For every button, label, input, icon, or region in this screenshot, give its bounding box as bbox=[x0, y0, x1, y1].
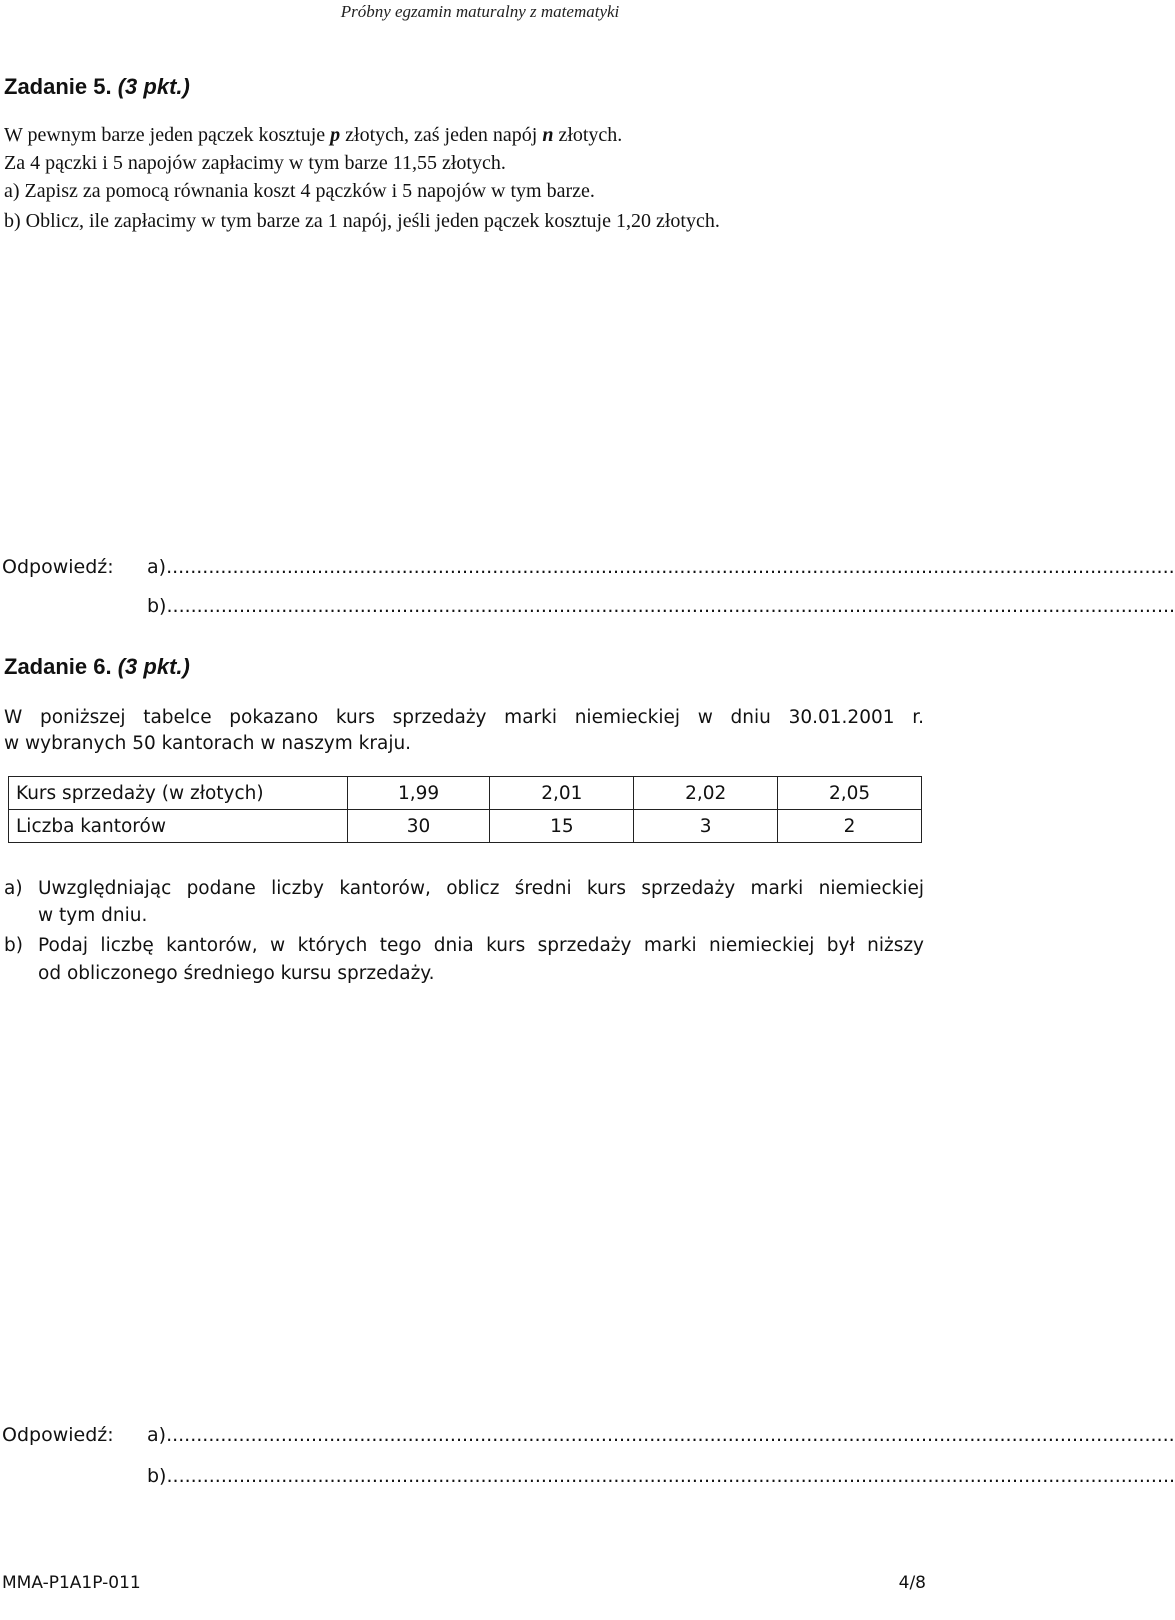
task-6-answer-label: Odpowiedź: bbox=[2, 1424, 114, 1446]
answer-a-dots: ....................................................................................................................................................................... bbox=[166, 1424, 1175, 1446]
table-cell: 2,02 bbox=[634, 777, 778, 810]
table-cell: 30 bbox=[347, 810, 490, 843]
answer-a-marker: a) bbox=[147, 556, 167, 578]
table-cell: 3 bbox=[634, 810, 778, 843]
table-cell: 2,05 bbox=[778, 777, 922, 810]
task-6-item-b-line-2: od obliczonego średniego kursu sprzedaży. bbox=[38, 963, 435, 984]
task-6-item-a-line-2: w tym dniu. bbox=[38, 905, 148, 926]
variable-n: n bbox=[542, 124, 554, 146]
task-5-item-b: b) Oblicz, ile zapłacimy w tym barze za 1 napój, jeśli jeden pączek kosztuje 1,20 złotych. bbox=[4, 210, 720, 232]
task-6-answer-a bbox=[147, 1424, 1175, 1446]
task-5-line-1 bbox=[4, 121, 622, 149]
answer-a-dots: ....................................................................................................................................................................... bbox=[166, 556, 1175, 578]
task-5-title bbox=[4, 74, 190, 100]
document-code: MMA-P1A1P-011 bbox=[2, 1573, 141, 1593]
answer-a-marker: a) bbox=[147, 1424, 167, 1446]
task-6-title bbox=[4, 654, 190, 680]
table-row-label: Liczba kantorów bbox=[9, 810, 348, 843]
task-6-intro-line-1: W poniższej tabelce pokazano kurs sprzedaży marki niemieckiej w dniu 30.01.2001 r. bbox=[4, 707, 924, 728]
task-6-points: (3 pkt.) bbox=[117, 654, 190, 679]
task-5-line-1-mid: złotych, zaś jeden napój bbox=[340, 124, 543, 146]
table-row-label: Kurs sprzedaży (w złotych) bbox=[9, 777, 348, 810]
table-cell: 2 bbox=[778, 810, 922, 843]
task-5-item-a: a) Zapisz za pomocą równania koszt 4 pączków i 5 napojów w tym barze. bbox=[4, 180, 595, 202]
task-6-item-b-line-1: Podaj liczbę kantorów, w których tego dnia kurs sprzedaży marki niemieckiej był niższy bbox=[38, 935, 924, 956]
table-cell: 2,01 bbox=[490, 777, 634, 810]
task-6-item-a-line-1: Uwzględniając podane liczby kantorów, oblicz średni kurs sprzedaży marki niemieckiej bbox=[38, 878, 924, 899]
task-6-answer-b bbox=[147, 1465, 1175, 1487]
page-header: Próbny egzamin maturalny z matematyki bbox=[340, 2, 620, 21]
task-6-intro-line-2: w wybranych 50 kantorach w naszym kraju. bbox=[4, 733, 412, 754]
task-6-number: Zadanie 6. bbox=[4, 654, 112, 679]
table-cell: 15 bbox=[490, 810, 634, 843]
task-6-item-a-marker: a) bbox=[4, 878, 23, 899]
task-5-number: Zadanie 5. bbox=[4, 74, 112, 99]
exchange-rate-table bbox=[8, 776, 922, 843]
task-6-item-b-marker: b) bbox=[4, 935, 23, 956]
task-5-points: (3 pkt.) bbox=[117, 74, 190, 99]
variable-p: p bbox=[330, 124, 341, 146]
task-5-answer-label: Odpowiedź: bbox=[2, 556, 114, 578]
answer-b-dots: ....................................................................................................................................................................... bbox=[166, 595, 1175, 617]
answer-b-marker: b) bbox=[147, 595, 167, 617]
task-5-line-1-post: złotych. bbox=[553, 124, 623, 146]
task-5-line-1-pre: W pewnym barze jeden pączek kosztuje bbox=[4, 124, 331, 146]
task-5-answer-b bbox=[147, 595, 1175, 617]
answer-b-marker: b) bbox=[147, 1465, 167, 1487]
task-5-answer-a bbox=[147, 556, 1175, 578]
answer-b-dots: ....................................................................................................................................................................... bbox=[166, 1465, 1175, 1487]
table-cell: 1,99 bbox=[347, 777, 490, 810]
table-row bbox=[9, 777, 922, 810]
task-5-line-2: Za 4 pączki i 5 napojów zapłacimy w tym barze 11,55 złotych. bbox=[4, 152, 506, 174]
page-number: 4/8 bbox=[898, 1573, 926, 1593]
table-row bbox=[9, 810, 922, 843]
